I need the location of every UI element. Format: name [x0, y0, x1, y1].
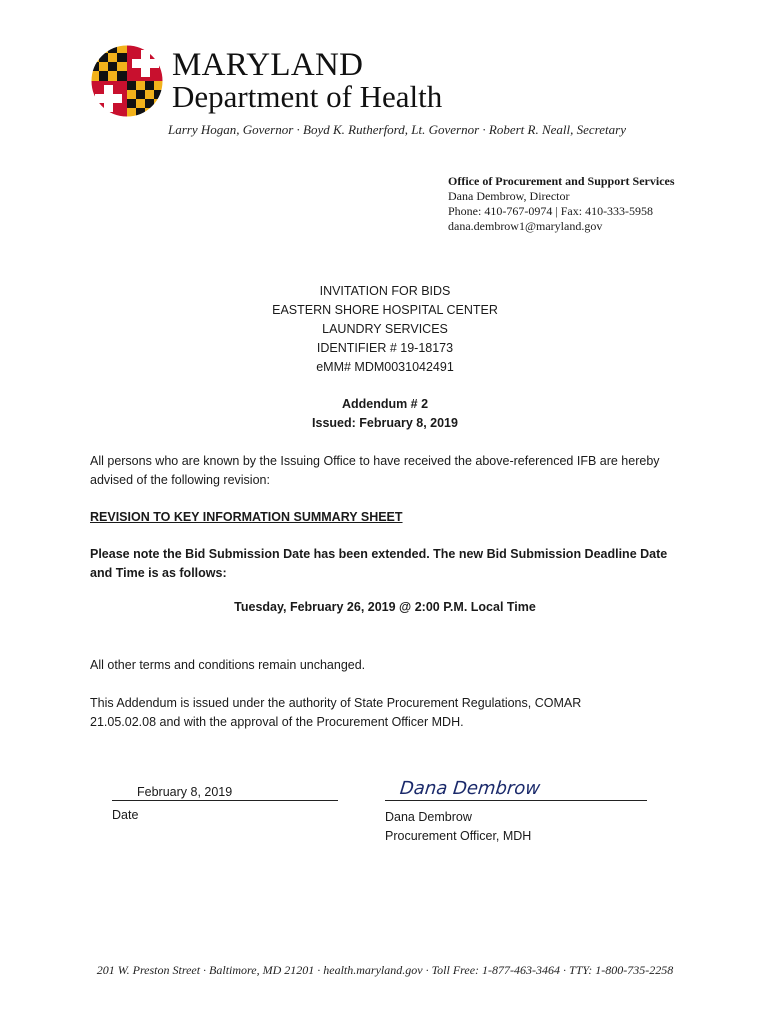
officials-line: Larry Hogan, Governor · Boyd K. Rutherford, Lt. Governor · Robert R. Neall, Secretary: [168, 122, 626, 137]
deadline-line: Tuesday, February 26, 2019 @ 2:00 P.M. Local Time: [234, 600, 536, 614]
heading-service: LAUNDRY SERVICES: [322, 322, 448, 336]
addendum-issued: Issued: February 8, 2019: [312, 416, 458, 430]
intro-paragraph: All persons who are known by the Issuing Office to have received the above-referenced IFB are hereby advised of the following revision:: [90, 454, 660, 487]
heading-ifb: INVITATION FOR BIDS: [319, 284, 451, 298]
handwritten-signature: Dana Dembrow: [398, 778, 542, 799]
signer-name: Dana Dembrow: [385, 810, 472, 824]
office-phone-fax: Phone: 410-767-0974 | Fax: 410-333-5958: [448, 204, 654, 218]
signer-block: [385, 808, 531, 846]
addendum-block: [0, 395, 770, 433]
org-name-line1: MARYLAND: [172, 47, 364, 83]
signer-signature-line: [385, 800, 647, 801]
signer-title: Procurement Officer, MDH: [385, 829, 532, 843]
office-email: dana.dembrow1@maryland.gov: [448, 219, 603, 233]
heading-hospital: EASTERN SHORE HOSPITAL CENTER: [272, 303, 498, 317]
document-heading: [0, 282, 770, 377]
date-label: Date: [112, 808, 139, 822]
office-contact-block: [448, 174, 675, 234]
org-name-line2: Department of Health: [172, 79, 443, 114]
footer-address: 201 W. Preston Street · Baltimore, MD 21201 · health.maryland.gov · Toll Free: 1-877-463-3464 · TTY: 1-800-735-2258: [96, 963, 674, 977]
office-director: Dana Dembrow, Director: [448, 189, 570, 203]
notice-paragraph: Please note the Bid Submission Date has been extended. The new Bid Submission Deadline Date and Time is as follows:: [90, 547, 668, 580]
section-title: REVISION TO KEY INFORMATION SUMMARY SHEET: [90, 510, 403, 524]
maryland-flag-logo-icon: [90, 44, 164, 118]
unchanged-paragraph: All other terms and conditions remain unchanged.: [90, 658, 366, 672]
date-signature-line: [112, 800, 338, 801]
office-name: Office of Procurement and Support Services: [448, 174, 675, 188]
addendum-number: Addendum # 2: [341, 397, 429, 411]
authority-paragraph: This Addendum is issued under the authority of State Procurement Regulations, COMAR 21.05.02.08 and with the approval of the Procurement Officer MDH.: [90, 696, 582, 729]
heading-identifier: IDENTIFIER # 19-18173: [316, 341, 454, 355]
heading-emm: eMM# MDM0031042491: [316, 360, 454, 374]
date-value: February 8, 2019: [137, 785, 233, 799]
